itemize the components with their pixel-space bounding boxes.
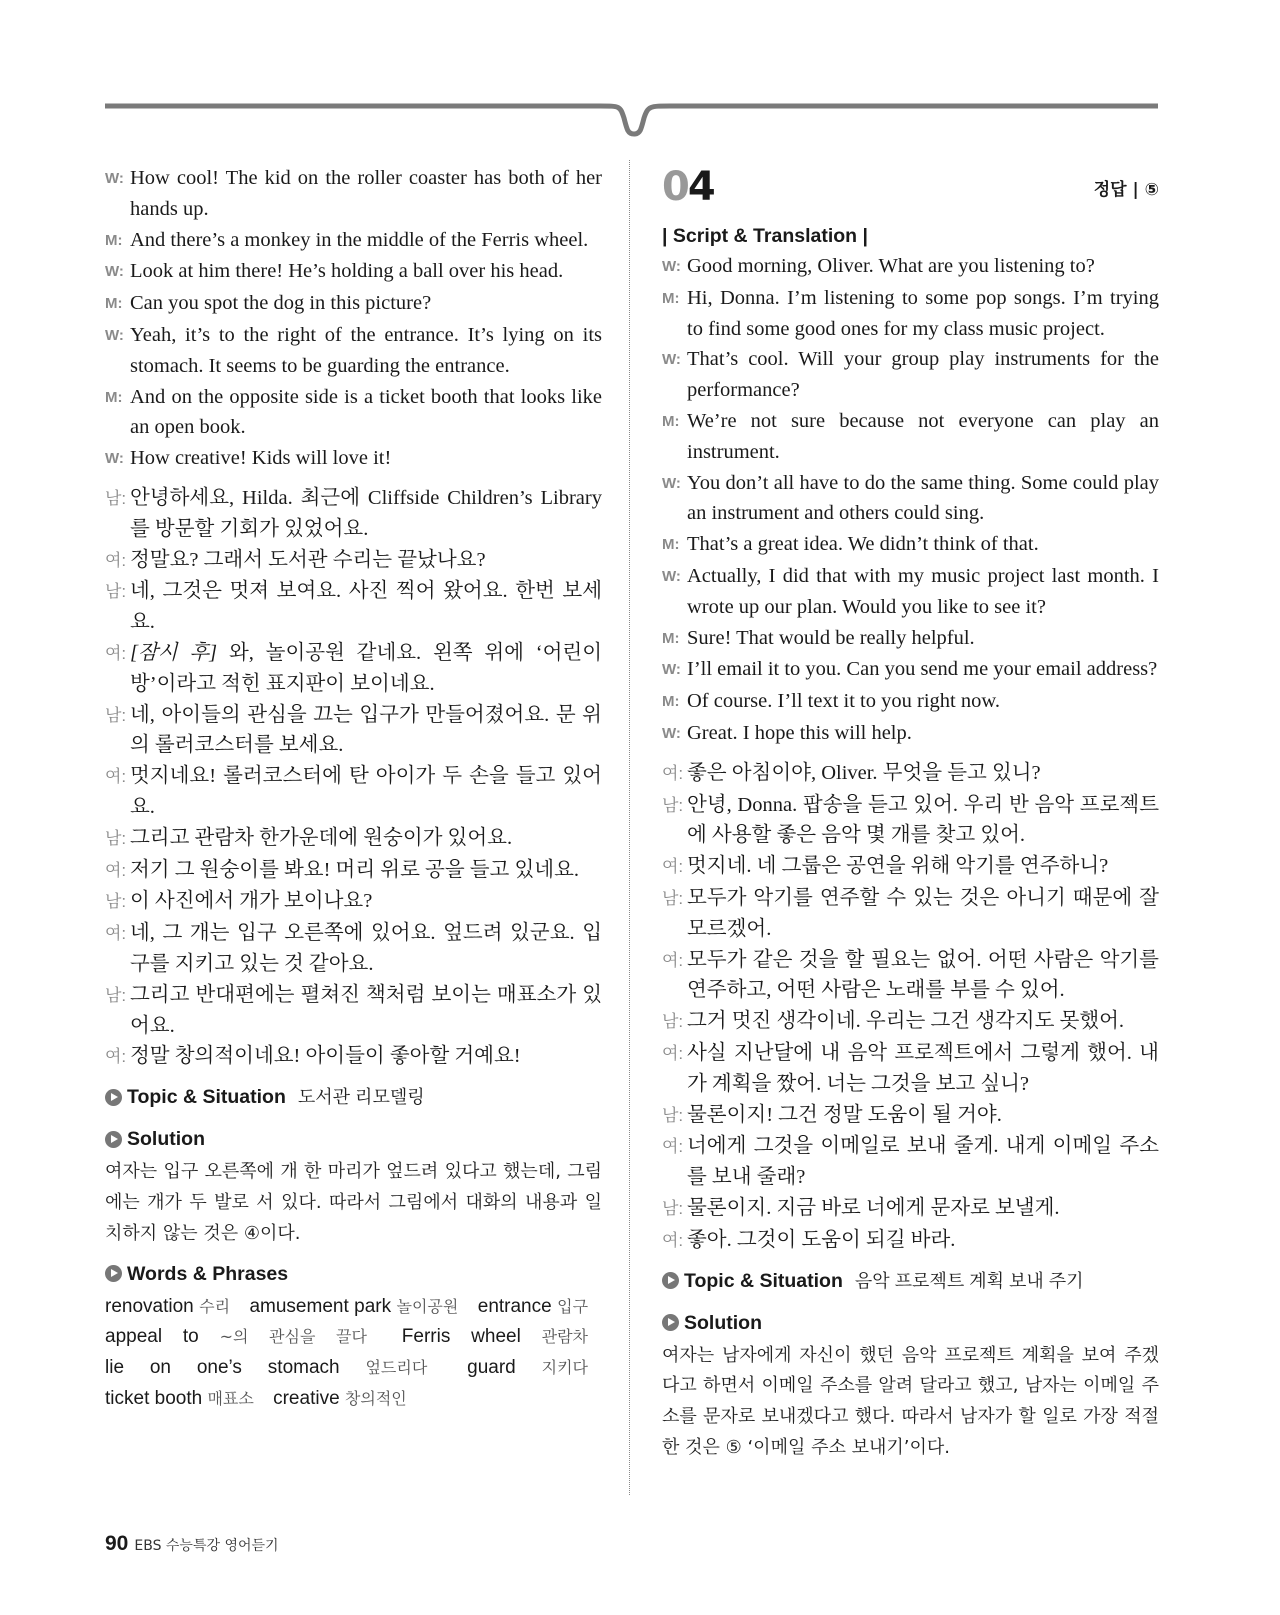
dialogue-text-body: 그리고 반대편에는 펼쳐진 책처럼 보이는 매표소가 있어요. <box>130 983 602 1037</box>
word-korean: 입구 <box>557 1296 589 1316</box>
dialogue-text-body: How cool! The kid on the roller coaster has both of her hands up. <box>130 167 602 220</box>
topic-label: Topic & Situation <box>127 1086 286 1109</box>
speaker-label: W: <box>662 661 681 679</box>
topic-heading <box>105 1079 602 1115</box>
dialogue-line <box>662 623 1159 655</box>
dialogue-text-body: 사실 지난달에 내 음악 프로젝트에서 그렇게 했어. 내가 계획을 짰어. 너는 그것을 보고 싶니? <box>687 1041 1159 1095</box>
dialogue-text <box>687 718 1159 750</box>
dialogue-text-body: 네, 그 개는 입구 오른쪽에 있어요. 엎드려 있군요. 입구를 지키고 있는 것 같아요. <box>130 922 602 975</box>
dialogue-text <box>130 256 602 288</box>
dialogue-text <box>687 1006 1159 1038</box>
speaker-label: 남: <box>105 705 127 725</box>
topic-value: 도서관 리모델링 <box>297 1087 425 1108</box>
dialogue-text <box>130 1041 602 1073</box>
dialogue-text-body: That’s a great idea. We didn’t think of that. <box>687 533 1039 556</box>
dialogue-text <box>687 1193 1159 1225</box>
speaker-label: W: <box>105 170 124 187</box>
speaker-label: 여: <box>105 924 127 944</box>
play-bullet-icon <box>105 1089 122 1106</box>
dialogue-text <box>130 576 602 638</box>
speaker-label: 여: <box>662 950 684 970</box>
question-header <box>662 163 1159 223</box>
dialogue-text-body: 이 사진에서 개가 보이나요? <box>130 890 373 913</box>
dialogue-text-body: Great. I hope this will help. <box>687 721 912 744</box>
speaker-label: W: <box>662 724 681 742</box>
play-bullet-icon <box>662 1272 679 1289</box>
play-bullet-icon <box>662 1314 679 1331</box>
dialogue-text <box>130 545 602 577</box>
word-english: amusement park <box>249 1295 392 1317</box>
dialogue-text <box>687 344 1159 406</box>
topic-label: Topic & Situation <box>684 1269 843 1292</box>
words-heading <box>105 1256 602 1292</box>
word-english: ticket booth <box>105 1387 203 1409</box>
speaker-label: 남: <box>105 488 127 508</box>
dialogue-text-body: 그거 멋진 생각이네. 우리는 그건 생각지도 못했어. <box>687 1010 1125 1033</box>
english-script <box>662 251 1159 750</box>
speaker-label: 남: <box>662 1198 684 1218</box>
answer-label: 정답 | ⑤ <box>1093 180 1159 200</box>
dialogue-line <box>662 529 1159 561</box>
speaker-label: 여: <box>662 857 684 877</box>
dialogue-line <box>105 576 602 638</box>
dialogue-text <box>130 320 602 382</box>
word-entry <box>249 1296 458 1317</box>
dialogue-text <box>130 700 602 762</box>
dialogue-line <box>662 654 1159 686</box>
speaker-label: M: <box>105 388 123 406</box>
word-korean: 지키다 <box>541 1358 588 1378</box>
word-korean: 매표소 <box>207 1388 254 1408</box>
word-korean: 놀이공원 <box>396 1296 459 1316</box>
word-entry <box>105 1388 254 1409</box>
speaker-label: W: <box>105 263 124 281</box>
question-number <box>662 163 1159 211</box>
word-english: creative <box>273 1387 340 1409</box>
dialogue-text-body: 저기 그 원숭이를 봐요! 머리 위로 공을 들고 있네요. <box>130 858 580 881</box>
play-bullet-icon <box>105 1265 122 1282</box>
dialogue-text <box>687 561 1159 623</box>
dialogue-line <box>662 1193 1159 1225</box>
dialogue-line <box>105 638 602 700</box>
dialogue-text-body: Sure! That would be really helpful. <box>687 626 975 649</box>
dialogue-line <box>662 1038 1159 1100</box>
dialogue-line <box>105 256 602 288</box>
dialogue-line <box>662 561 1159 623</box>
dialogue-text-body: 정말요? 그래서 도서관 수리는 끝났나요? <box>130 548 486 571</box>
speaker-label: W: <box>105 326 124 344</box>
word-entry <box>105 1357 427 1378</box>
dialogue-text <box>687 623 1159 655</box>
word-korean: ~의 관심을 끌다 <box>219 1327 367 1347</box>
dialogue-text <box>130 163 602 225</box>
dialogue-text <box>130 382 602 444</box>
dialogue-text-body: 멋지네. 네 그룹은 공연을 위해 악기를 연주하니? <box>687 855 1109 878</box>
dialogue-text-body: That’s cool. Will your group play instruments for the performance? <box>687 348 1159 402</box>
speaker-label: W: <box>662 351 681 369</box>
dialogue-text <box>130 638 602 700</box>
dialogue-text <box>687 758 1159 790</box>
dialogue-text-body: Of course. I’ll text it to you right now. <box>687 690 1000 713</box>
dialogue-text-body: 안녕, Donna. 팝송을 듣고 있어. 우리 반 음악 프로젝트에 사용할 좋은 음악 몇 개를 찾고 있어. <box>687 793 1159 847</box>
stage-direction: [잠시 후] <box>130 641 218 664</box>
dialogue-text <box>130 823 602 855</box>
dialogue-line <box>105 823 602 855</box>
solution-text: 여자는 입구 오른쪽에 개 한 마리가 엎드려 있다고 했는데, 그림에는 개가 두 발로 서 있다. 따라서 그림에서 대화의 내용과 일치하지 않는 것은 ④이다. <box>105 1161 602 1244</box>
dialogue-line <box>662 945 1159 1007</box>
word-korean: 관람차 <box>541 1327 589 1347</box>
dialogue-text <box>687 1225 1159 1257</box>
dialogue-line <box>662 468 1159 530</box>
speaker-label: 남: <box>662 795 684 815</box>
word-entry <box>467 1357 588 1378</box>
dialogue-line <box>105 545 602 577</box>
dialogue-text <box>687 790 1159 852</box>
speaker-label: M: <box>105 231 123 249</box>
left-column <box>105 163 602 1415</box>
word-entry <box>105 1296 230 1317</box>
dialogue-text <box>687 529 1159 561</box>
speaker-label: W: <box>662 474 681 492</box>
dialogue-text-body: And there’s a monkey in the middle of the Ferris wheel. <box>130 228 589 251</box>
speaker-label: 남: <box>662 1105 684 1125</box>
question-number-prefix: 0 <box>662 164 688 210</box>
dialogue-line <box>662 283 1159 345</box>
page-footer <box>105 1532 279 1556</box>
solution-heading <box>662 1305 1159 1341</box>
word-entry <box>478 1296 588 1317</box>
dialogue-line <box>662 883 1159 945</box>
dialogue-text <box>130 886 602 918</box>
dialogue-line <box>105 886 602 918</box>
solution-heading <box>105 1121 602 1157</box>
dialogue-line <box>105 918 602 980</box>
dialogue-line <box>105 382 602 444</box>
dialogue-line <box>662 406 1159 468</box>
dialogue-text-body: 멋지네요! 롤러코스터에 탄 아이가 두 손을 들고 있어요. <box>130 765 602 818</box>
speaker-label: 여: <box>105 860 127 880</box>
speaker-label: 남: <box>105 828 127 848</box>
dialogue-text-body: 안녕하세요, Hilda. 최근에 Cliffside Children’s Library를 방문할 기회가 있었어요. <box>130 486 602 540</box>
speaker-label: 여: <box>105 550 127 570</box>
dialogue-text <box>130 761 602 823</box>
play-bullet-icon <box>105 1131 122 1148</box>
dialogue-text <box>687 686 1159 718</box>
dialogue-line <box>105 225 602 257</box>
dialogue-text-body: 좋은 아침이야, Oliver. 무엇을 듣고 있니? <box>687 761 1041 784</box>
question-number-digit: 4 <box>687 164 714 210</box>
speaker-label: 남: <box>662 888 684 908</box>
dialogue-text <box>130 225 602 257</box>
dialogue-line <box>105 443 602 475</box>
dialogue-text-body: 좋아. 그것이 도움이 되길 바라. <box>687 1228 956 1251</box>
dialogue-line <box>662 1006 1159 1038</box>
dialogue-text <box>687 1131 1159 1193</box>
speaker-label: 여: <box>662 1137 684 1157</box>
dialogue-line <box>105 700 602 762</box>
dialogue-text <box>130 288 602 320</box>
dialogue-line <box>105 288 602 320</box>
dialogue-text <box>130 483 602 545</box>
dialogue-text <box>687 251 1159 283</box>
dialogue-text <box>687 851 1159 883</box>
dialogue-line <box>662 790 1159 852</box>
dialogue-text <box>130 918 602 980</box>
speaker-label: M: <box>662 289 680 307</box>
word-english: guard <box>467 1357 516 1379</box>
dialogue-text <box>130 443 602 475</box>
dialogue-text-body: And on the opposite side is a ticket booth that looks like an open book. <box>130 385 602 439</box>
dialogue-line <box>105 855 602 887</box>
dialogue-text-body: We’re not sure because not everyone can play an instrument. <box>687 409 1159 463</box>
dialogue-text-body: Yeah, it’s to the right of the entrance. It’s lying on its stomach. It seems to be guarding the entrance. <box>130 323 602 377</box>
dialogue-line <box>105 1041 602 1073</box>
dialogue-text-body: 물론이지! 그건 정말 도움이 될 거야. <box>687 1103 1002 1126</box>
header-rule <box>0 0 1280 160</box>
dialogue-line <box>105 163 602 225</box>
speaker-label: M: <box>662 412 680 430</box>
dialogue-text-body: Can you spot the dog in this picture? <box>130 292 432 315</box>
word-korean: 엎드리다 <box>365 1358 428 1378</box>
dialogue-text-body: You don’t all have to do the same thing. Some could play an instrument and others could sing. <box>687 471 1159 525</box>
dialogue-line <box>662 851 1159 883</box>
book-title: EBS 수능특강 영어듣기 <box>134 1538 279 1554</box>
dialogue-text-body: Look at him there! He’s holding a ball over his head. <box>130 260 564 283</box>
dialogue-line <box>662 1100 1159 1132</box>
script-heading: | Script & Translation | <box>662 225 868 247</box>
speaker-label: 남: <box>662 1012 684 1032</box>
dialogue-line <box>662 251 1159 283</box>
word-korean: 수리 <box>199 1296 231 1316</box>
korean-translation <box>662 758 1159 1257</box>
topic-value: 음악 프로젝트 계획 보내 주기 <box>854 1270 1084 1291</box>
word-entry <box>105 1326 367 1347</box>
dialogue-text <box>687 1038 1159 1100</box>
word-english: entrance <box>477 1295 552 1317</box>
dialogue-text-body: 네, 아이들의 관심을 끄는 입구가 만들어졌어요. 문 위의 롤러코스터를 보세요. <box>130 703 602 757</box>
speaker-label: 여: <box>105 767 127 787</box>
solution-text: 여자는 남자에게 자신이 했던 음악 프로젝트 계획을 보여 주겠다고 하면서 이메일 주소를 알려 달라고 했고, 남자는 이메일 주소를 문자로 보내겠다고 했다. 따라서 남자가 할 일로 가장 적절한 것은 ⑤ ‘이메일 주소 보내기’이다. <box>662 1344 1159 1458</box>
word-entry <box>402 1326 588 1347</box>
english-script <box>105 163 602 475</box>
speaker-label: M: <box>105 295 123 313</box>
dialogue-text <box>130 980 602 1042</box>
word-english: renovation <box>105 1295 194 1317</box>
dialogue-text-body: Actually, I did that with my music project last month. I wrote up our plan. Would you like to see it? <box>687 564 1159 618</box>
dialogue-text <box>687 654 1159 686</box>
dialogue-text-body: 네, 그것은 멋져 보여요. 사진 찍어 왔어요. 한번 보세요. <box>130 580 602 634</box>
topic-heading <box>662 1263 1159 1299</box>
word-english: lie on one’s stomach <box>105 1357 340 1379</box>
speaker-label: 여: <box>105 643 127 663</box>
dialogue-text-body: I’ll email it to you. Can you send me your email address? <box>687 658 1158 681</box>
dialogue-line <box>662 718 1159 750</box>
dialogue-text <box>687 283 1159 345</box>
dialogue-text-body: Hi, Donna. I’m listening to some pop songs. I’m trying to find some good ones for my class music project. <box>687 286 1159 340</box>
dialogue-text-body: 와, 놀이공원 같네요. 왼쪽 위에 ‘어린이 방’이라고 적힌 표지판이 보이네요. <box>130 641 602 695</box>
dialogue-text-body: Good morning, Oliver. What are you listening to? <box>687 255 1095 277</box>
dialogue-text <box>687 406 1159 468</box>
dialogue-text <box>687 1100 1159 1132</box>
dialogue-line <box>105 761 602 823</box>
dialogue-line <box>662 686 1159 718</box>
speaker-label: 여: <box>662 1230 684 1250</box>
dialogue-text <box>687 945 1159 1007</box>
dialogue-text-body: 모두가 악기를 연주할 수 있는 것은 아니기 때문에 잘 모르겠어. <box>687 886 1159 940</box>
dialogue-text-body: 물론이지. 지금 바로 너에게 문자로 보낼게. <box>687 1196 1060 1219</box>
words-label: Words & Phrases <box>127 1262 289 1285</box>
speaker-label: M: <box>662 629 680 647</box>
word-entry <box>273 1388 407 1409</box>
dialogue-text-body: 모두가 같은 것을 할 필요는 없어. 어떤 사람은 악기를 연주하고, 어떤 사람은 노래를 부를 수 있어. <box>687 948 1159 1002</box>
dialogue-line <box>662 758 1159 790</box>
dialogue-line <box>662 1131 1159 1193</box>
dialogue-text-body: How creative! Kids will love it! <box>130 447 392 470</box>
speaker-label: W: <box>662 567 681 585</box>
word-english: appeal to <box>105 1326 199 1348</box>
dialogue-text-body: 너에게 그것을 이메일로 보내 줄게. 내게 이메일 주소를 보내 줄래? <box>687 1135 1159 1189</box>
right-column <box>662 163 1159 1464</box>
speaker-label: 남: <box>105 985 127 1005</box>
dialogue-line <box>105 483 602 545</box>
speaker-label: M: <box>662 693 680 711</box>
dialogue-text <box>130 855 602 887</box>
words-list <box>105 1292 602 1415</box>
speaker-label: 남: <box>105 892 127 912</box>
dialogue-line <box>662 1225 1159 1257</box>
dialogue-line <box>662 344 1159 406</box>
dialogue-text-body: 그리고 관람차 한가운데에 원숭이가 있어요. <box>130 826 513 849</box>
dialogue-line <box>105 980 602 1042</box>
korean-translation <box>105 483 602 1073</box>
solution-label: Solution <box>127 1128 205 1151</box>
word-english: Ferris wheel <box>401 1326 521 1348</box>
speaker-label: W: <box>105 450 124 468</box>
dialogue-text <box>687 468 1159 530</box>
speaker-label: 여: <box>662 763 684 783</box>
dialogue-line <box>105 320 602 382</box>
speaker-label: W: <box>662 258 681 275</box>
dialogue-text-body: 정말 창의적이네요! 아이들이 좋아할 거예요! <box>130 1045 521 1068</box>
page-number: 90 <box>105 1532 129 1555</box>
column-divider <box>629 160 630 1495</box>
speaker-label: 여: <box>662 1043 684 1063</box>
word-korean: 창의적인 <box>344 1388 407 1408</box>
speaker-label: 남: <box>105 582 127 602</box>
speaker-label: 여: <box>105 1047 127 1067</box>
speaker-label: M: <box>662 536 680 554</box>
solution-label: Solution <box>684 1311 762 1334</box>
dialogue-text <box>687 883 1159 945</box>
